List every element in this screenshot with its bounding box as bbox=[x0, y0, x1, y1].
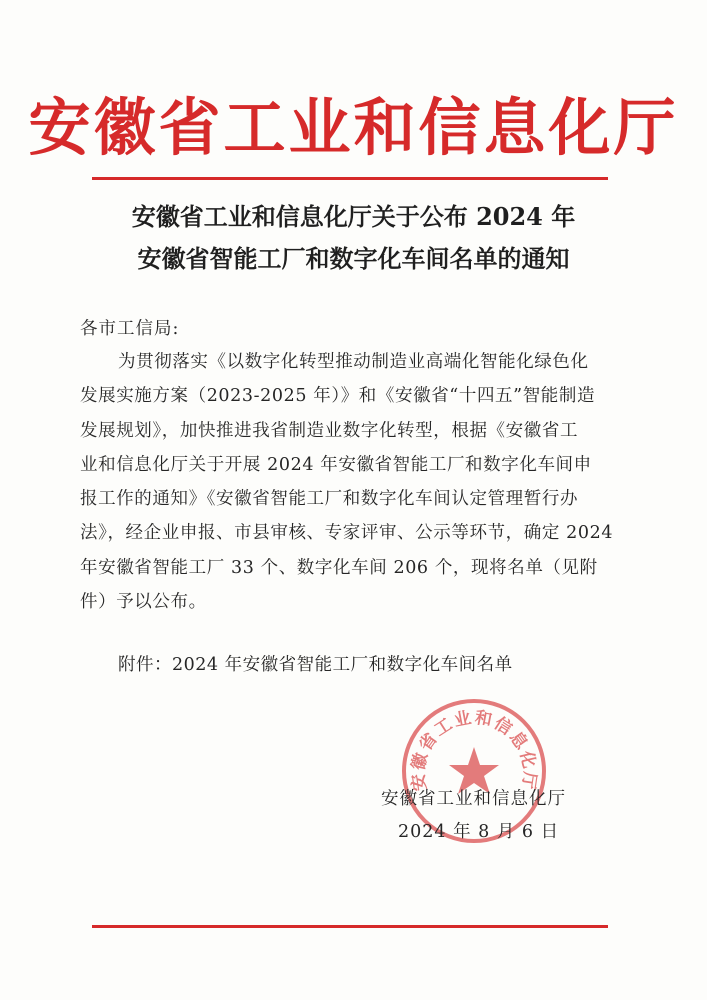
letterhead-org-name: 安徽省工业和信息化厅 bbox=[28, 91, 679, 164]
body-line: 法》，经企业申报、市县审核、专家评审、公示等环节，确定 2024 bbox=[80, 523, 614, 544]
letterhead-divider bbox=[92, 177, 608, 180]
signature-date: 2024 年 8 月 6 日 bbox=[398, 822, 560, 842]
signature-org: 安徽省工业和信息化厅 bbox=[381, 789, 566, 809]
body-line: 发展实施方案（2023-2025 年）》和《安徽省“十四五”智能制造 bbox=[80, 386, 596, 407]
seal-text: 安徽省工业和信息化厅 bbox=[408, 707, 540, 793]
document-title-line-2: 安徽省智能工厂和数字化车间名单的通知 bbox=[137, 244, 570, 273]
body-line: 报工作的通知》《安徽省智能工厂和数字化车间认定管理暂行办 bbox=[80, 489, 579, 510]
salutation: 各市工信局: bbox=[80, 319, 180, 339]
body-line: 业和信息化厅关于开展 2024 年安徽省智能工厂和数字化车间申 bbox=[80, 454, 592, 475]
body-line: 年安徽省智能工厂 33 个、数字化车间 206 个，现将名单（见附 bbox=[80, 557, 598, 578]
footer-divider bbox=[92, 925, 608, 928]
attachment-note: 附件：2024 年安徽省智能工厂和数字化车间名单 bbox=[118, 655, 513, 675]
body-line: 件）予以公布。 bbox=[80, 592, 207, 613]
body-paragraph bbox=[80, 345, 628, 619]
document-title-line-1: 安徽省工业和信息化厅关于公布 2024 年 bbox=[131, 202, 576, 231]
body-line: 为贯彻落实《以数字化转型推动制造业高端化智能化绿色化 bbox=[118, 352, 589, 372]
body-line: 发展规划》，加快推进我省制造业数字化转型，根据《安徽省工 bbox=[80, 420, 579, 441]
